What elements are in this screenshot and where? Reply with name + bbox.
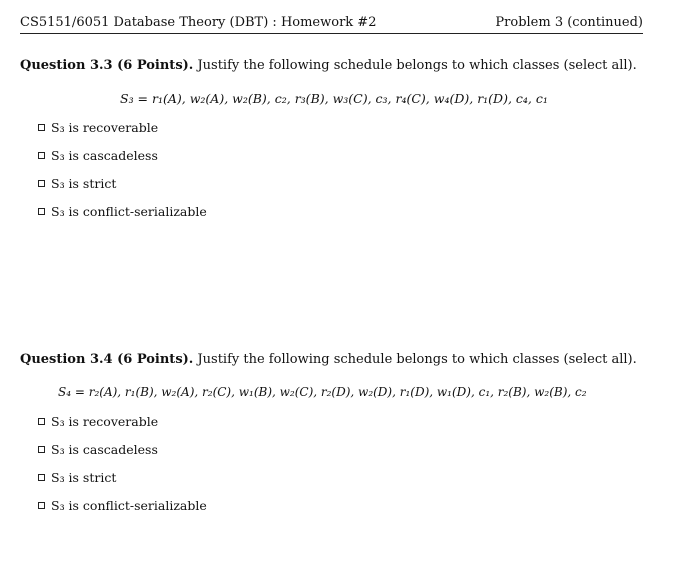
checkbox-icon[interactable]: [38, 124, 45, 131]
option-label: S₃ is conflict-serializable: [51, 498, 207, 513]
question-3-3-prompt: Justify the following schedule belongs to which classes (select all).: [197, 58, 637, 73]
checkbox-icon[interactable]: [38, 180, 45, 187]
q33-option-recoverable[interactable]: [38, 120, 158, 135]
schedule-s4: S₄ = r₂(A), r₁(B), w₂(A), r₂(C), w₁(B), w₂(C), r₂(D), w₂(D), r₁(D), w₁(D), c₁, r₂(B), w₂(B), c₂: [58, 385, 587, 399]
question-3-4-heading: [20, 352, 637, 367]
option-label: S₃ is recoverable: [51, 414, 159, 429]
option-label: S₃ is strict: [51, 176, 117, 191]
question-3-4-title: Question 3.4 (6 Points).: [20, 352, 194, 367]
option-label: S₃ is recoverable: [51, 120, 159, 135]
option-label: S₃ is conflict-serializable: [51, 204, 207, 219]
schedule-s3: S₃ = r₁(A), w₂(A), w₂(B), c₂, r₃(B), w₃(C), c₃, r₄(C), w₄(D), r₁(D), c₄, c₁: [120, 91, 548, 106]
page-header: [20, 15, 643, 34]
question-3-3-heading: [20, 58, 637, 73]
checkbox-icon[interactable]: [38, 152, 45, 159]
checkbox-icon[interactable]: [38, 418, 45, 425]
header-course-title: CS5151/6051 Database Theory (DBT) : Homework #2: [20, 15, 377, 30]
q33-option-conflict-serializable[interactable]: [38, 204, 207, 219]
option-label: S₃ is cascadeless: [51, 442, 158, 457]
option-label: S₃ is cascadeless: [51, 148, 158, 163]
option-label: S₃ is strict: [51, 470, 117, 485]
question-3-4-prompt: Justify the following schedule belongs to which classes (select all).: [197, 352, 637, 367]
q34-option-recoverable[interactable]: [38, 414, 158, 429]
q33-option-cascadeless[interactable]: [38, 148, 158, 163]
q34-option-conflict-serializable[interactable]: [38, 498, 207, 513]
checkbox-icon[interactable]: [38, 474, 45, 481]
q33-option-strict[interactable]: [38, 176, 116, 191]
checkbox-icon[interactable]: [38, 502, 45, 509]
question-3-3-title: Question 3.3 (6 Points).: [20, 58, 194, 73]
header-problem-label: Problem 3 (continued): [495, 15, 643, 30]
checkbox-icon[interactable]: [38, 446, 45, 453]
checkbox-icon[interactable]: [38, 208, 45, 215]
q34-option-strict[interactable]: [38, 470, 116, 485]
q34-option-cascadeless[interactable]: [38, 442, 158, 457]
